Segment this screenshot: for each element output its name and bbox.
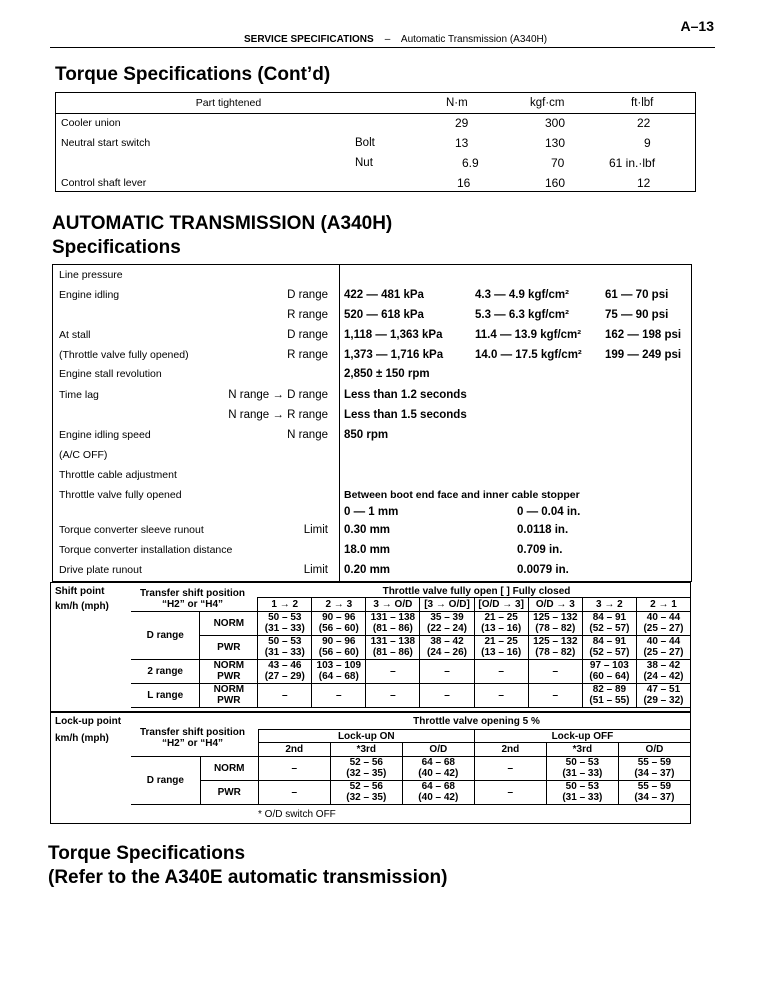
lockup-transfer-label: Transfer shift position [139, 727, 245, 738]
range-value: 40 – 44 [646, 636, 681, 647]
lockup-grid [131, 729, 691, 805]
spec-condition: R range [287, 349, 328, 361]
spec-value-secondary: 0.0118 in. [517, 524, 569, 536]
lockup-col-header: O/D [402, 743, 474, 757]
shift-value [582, 659, 636, 683]
range-value: – [444, 665, 450, 677]
shift-col-header: 2 → 3 [312, 598, 366, 612]
shift-value [366, 659, 420, 683]
shift-value [582, 635, 636, 659]
spec-label: Engine stall revolution [59, 368, 162, 380]
range-value-mph: (25 – 27) [643, 623, 684, 634]
range-value: 50 – 53 [268, 612, 302, 623]
lockup-value [618, 756, 690, 780]
range-value-mph: (64 – 68) [318, 671, 359, 682]
mode-label [200, 659, 258, 683]
shift-value [312, 635, 366, 659]
shift-col-header: [3 → O/D] [420, 598, 474, 612]
spec-value-secondary: 0.709 in. [517, 544, 563, 556]
spec-value-primary: 422 — 481 kPa [344, 289, 424, 301]
torque-header-rule [56, 113, 695, 114]
shift-value [528, 611, 582, 635]
torque-nm: 29 [455, 116, 469, 130]
torque-nm: 6.9 [462, 156, 479, 170]
spec-value-tertiary: 61 — 70 psi [605, 289, 669, 301]
range-value: – [390, 689, 396, 701]
shift-value [312, 683, 366, 707]
lockup-value [330, 756, 402, 780]
torque-ref-title [48, 842, 447, 890]
spec-value-primary: 1,373 — 1,716 kPa [344, 349, 444, 361]
lockup-col-header: *3rd [546, 743, 618, 757]
mode-label [200, 683, 258, 707]
range-label: L range [131, 683, 200, 707]
torque-kgfcm: 70 [551, 156, 565, 170]
range-value-mph: (13 – 16) [481, 647, 522, 658]
section-name: SERVICE SPECIFICATIONS [244, 34, 374, 45]
running-header [244, 34, 547, 45]
shift-value [582, 683, 636, 707]
torque-cont-title: Torque Specifications (Cont’d) [55, 64, 331, 85]
range-value-mph: (52 – 57) [589, 623, 630, 634]
range-value: – [291, 786, 298, 798]
lockup-col-header: 2nd [258, 743, 330, 757]
mode-label: PWR [200, 780, 258, 804]
range-value: – [444, 689, 450, 701]
range-value-mph: (81 – 86) [372, 647, 413, 658]
spec-label: (A/C OFF) [59, 449, 108, 461]
range-value-mph: (22 – 24) [426, 623, 468, 634]
range-value: 38 – 42 [646, 660, 681, 671]
shift-value [312, 659, 366, 683]
shift-throttle-head: Throttle valve fully open [ ] Fully closed [382, 586, 571, 597]
spec-value-secondary: 4.3 — 4.9 kgf/cm² [475, 289, 569, 301]
range-value-mph: (34 – 37) [634, 768, 675, 779]
shift-value [636, 635, 690, 659]
shift-value [366, 683, 420, 707]
spec-condition: Limit [303, 524, 328, 536]
spec-value-primary: 850 rpm [344, 429, 389, 441]
section-subtitle: Automatic Transmission (A340H) [400, 34, 548, 45]
range-value: 131 – 138 [370, 612, 416, 623]
range-value-mph: (32 – 35) [346, 792, 387, 803]
spec-condition: N range [287, 429, 328, 441]
spec-condition: N range → R range [228, 409, 328, 421]
spec-label: Drive plate runout [59, 564, 142, 576]
range-label: D range [131, 756, 200, 804]
spec-label: At stall [59, 329, 91, 341]
range-value: 40 – 44 [646, 612, 681, 623]
shift-value [528, 635, 582, 659]
spec-label: Throttle cable adjustment [59, 469, 177, 481]
spec-label: Line pressure [59, 269, 123, 281]
range-value-mph: (52 – 57) [589, 647, 630, 658]
lockup-value [258, 756, 330, 780]
range-value: 21 – 25 [484, 636, 518, 647]
blank-cell [131, 598, 200, 612]
torque-ftlbf: 61 in.·lbf [609, 156, 656, 170]
mode-norm: NORM [213, 684, 245, 695]
spec-condition: D range [287, 289, 328, 301]
lockup-value [402, 756, 474, 780]
spec-label: Throttle valve fully opened [59, 489, 182, 501]
shift-value [258, 683, 312, 707]
spec-value-primary: 0.20 mm [344, 564, 391, 576]
range-value: 50 – 53 [565, 757, 600, 768]
mode-label: NORM [200, 611, 258, 635]
torque-sub: Nut [355, 157, 373, 169]
shift-value [474, 683, 528, 707]
range-value-mph: (51 – 55) [589, 695, 630, 706]
range-value: 97 – 103 [589, 660, 629, 671]
col-nm: N·m [446, 97, 468, 109]
shift-col-header: 1 → 2 [258, 598, 312, 612]
range-value: 90 – 96 [322, 612, 356, 623]
torque-cont-table [55, 92, 696, 192]
lockup-value [258, 780, 330, 804]
blank-cell [200, 743, 258, 757]
range-value: 82 – 89 [592, 684, 627, 695]
mode-pwr: PWR [217, 695, 241, 706]
range-value: – [498, 689, 504, 701]
range-value: – [552, 689, 559, 701]
col-part-tightened: Part tightened [195, 97, 262, 109]
spec-value-primary: 1,118 — 1,363 kPa [344, 329, 443, 341]
spec-value-secondary: 0 — 0.04 in. [517, 506, 581, 518]
torque-kgfcm: 130 [545, 136, 566, 150]
range-value: 131 – 138 [370, 636, 416, 647]
shift-value [636, 659, 690, 683]
mode-label: NORM [200, 756, 258, 780]
torque-ftlbf: 9 [644, 136, 651, 150]
mode-label: PWR [200, 635, 258, 659]
range-value-mph: (31 – 33) [562, 792, 603, 803]
range-value-mph: (34 – 37) [634, 792, 675, 803]
range-value: 55 – 59 [637, 757, 672, 768]
spec-label: Engine idling [59, 289, 120, 301]
spec-value-primary: 0 — 1 mm [344, 506, 399, 518]
range-value: – [291, 762, 298, 774]
blank-cell [200, 598, 258, 612]
page-number: A–13 [680, 18, 714, 34]
spec-value-tertiary: 199 — 249 psi [605, 349, 682, 361]
spec-value-secondary: 14.0 — 17.5 kgf/cm² [475, 349, 582, 361]
spec-label: Torque converter sleeve runout [59, 524, 204, 536]
spec-label: Torque converter installation distance [59, 544, 233, 556]
spec-value-primary: Between boot end face and inner cable stopper [344, 489, 580, 501]
spec-value-secondary: 11.4 — 13.9 kgf/cm² [475, 329, 582, 341]
shift-point-unit: km/h (mph) [55, 601, 109, 612]
specs-title-line2: Specifications [52, 237, 181, 258]
lockup-throttle-head: Throttle valve opening 5 % [413, 716, 540, 727]
spec-condition: N range → D range [228, 389, 328, 401]
torque-kgfcm: 160 [545, 176, 566, 190]
spec-value-secondary: 5.3 — 6.3 kgf/cm² [475, 309, 569, 321]
range-value: – [281, 689, 288, 701]
lockup-value [474, 756, 546, 780]
lockup-transfer-pos: “H2” or “H4” [161, 738, 224, 749]
range-value-mph: (31 – 33) [562, 768, 603, 779]
spec-value-primary: Less than 1.2 seconds [344, 389, 467, 401]
shift-col-header: 3 → 2 [582, 598, 636, 612]
range-value: 38 – 42 [430, 636, 464, 647]
range-value: 125 – 132 [533, 612, 578, 623]
shift-value [366, 611, 420, 635]
spec-value-primary: 2,850 ± 150 rpm [344, 368, 430, 380]
range-value: 84 – 91 [592, 612, 627, 623]
shift-value [474, 611, 528, 635]
torque-ftlbf: 22 [637, 116, 651, 130]
spec-value-primary: 520 — 618 kPa [344, 309, 424, 321]
range-value: – [507, 762, 514, 774]
lockup-value [546, 756, 618, 780]
lockup-col-header: O/D [618, 743, 690, 757]
range-value: – [507, 786, 514, 798]
shift-value [582, 611, 636, 635]
lockup-col-header: 2nd [474, 743, 546, 757]
range-value-mph: (25 – 27) [643, 647, 684, 658]
torque-part: Control shaft lever [61, 177, 147, 189]
shift-value [312, 611, 366, 635]
range-value: 43 – 46 [268, 660, 302, 671]
range-value: 21 – 25 [484, 612, 518, 623]
spec-condition: Limit [303, 564, 328, 576]
spec-value-primary: 0.30 mm [344, 524, 391, 536]
range-value: 125 – 132 [533, 636, 578, 647]
range-value-mph: (81 – 86) [372, 623, 413, 634]
range-value-mph: (31 – 33) [264, 647, 305, 658]
blank-cell [200, 730, 258, 743]
torque-nm: 16 [457, 176, 471, 190]
lockup-value [474, 780, 546, 804]
torque-ftlbf: 12 [637, 176, 651, 190]
range-value: 50 – 53 [268, 636, 302, 647]
shift-transfer-pos: “H2” or “H4” [161, 599, 224, 610]
lockup-value [618, 780, 690, 804]
lockup-off-header: Lock-up OFF [474, 730, 690, 743]
shift-value [636, 683, 690, 707]
col-ftlbf: ft·lbf [631, 97, 654, 109]
range-value-mph: (24 – 42) [643, 671, 684, 682]
shift-value [528, 683, 582, 707]
shift-point-label: Shift point [55, 586, 105, 597]
shift-value [420, 659, 474, 683]
mode-pwr: PWR [217, 671, 241, 682]
specs-title [52, 212, 392, 260]
range-value-mph: (24 – 26) [426, 647, 468, 658]
header-dash: – [384, 34, 391, 45]
spec-value-primary: 18.0 mm [344, 544, 391, 556]
header-rule [50, 47, 715, 48]
range-value: 84 – 91 [592, 636, 627, 647]
lockup-col-header: *3rd [330, 743, 402, 757]
torque-sub: Bolt [355, 137, 375, 149]
shift-col-header: O/D → 3 [528, 598, 582, 612]
lockup-value [330, 780, 402, 804]
range-label: 2 range [131, 659, 200, 683]
shift-value [636, 611, 690, 635]
shift-value [258, 659, 312, 683]
shift-col-header: 2 → 1 [636, 598, 690, 612]
spec-condition: R range [287, 309, 328, 321]
shift-col-header: 3 → O/D [366, 598, 420, 612]
shift-value [366, 635, 420, 659]
spec-value-tertiary: 162 — 198 psi [605, 329, 682, 341]
range-value-mph: (40 – 42) [418, 792, 459, 803]
range-value-mph: (56 – 60) [318, 647, 359, 658]
range-value-mph: (78 – 82) [535, 647, 576, 658]
range-value-mph: (78 – 82) [535, 623, 576, 634]
spec-label: Time lag [59, 389, 99, 401]
lockup-unit: km/h (mph) [55, 733, 109, 744]
range-value: 64 – 68 [421, 781, 455, 792]
shift-grid [131, 597, 691, 708]
spec-value-secondary: 0.0079 in. [517, 564, 569, 576]
range-value-mph: (31 – 33) [264, 623, 305, 634]
shift-value [528, 659, 582, 683]
range-value: 55 – 59 [637, 781, 672, 792]
lockup-footnote: * O/D switch OFF [258, 809, 336, 820]
range-value: 47 – 51 [646, 684, 681, 695]
range-value: – [552, 665, 559, 677]
spec-condition: D range [287, 329, 328, 341]
lockup-on-header: Lock-up ON [258, 730, 474, 743]
torque-ref-line2: (Refer to the A340E automatic transmission) [48, 867, 448, 888]
shift-value [258, 635, 312, 659]
range-value-mph: (13 – 16) [481, 623, 522, 634]
range-value: 90 – 96 [322, 636, 356, 647]
torque-nm: 13 [455, 136, 469, 150]
lockup-value [546, 780, 618, 804]
range-value: – [498, 665, 504, 677]
spec-label: (Throttle valve fully opened) [59, 349, 189, 361]
lockup-value [402, 780, 474, 804]
range-value: 35 – 39 [430, 612, 464, 623]
range-value-mph: (40 – 42) [418, 768, 459, 779]
blank-cell [131, 730, 200, 743]
spec-label: Engine idling speed [59, 429, 151, 441]
range-value: 52 – 56 [349, 781, 383, 792]
range-value: 64 – 68 [421, 757, 455, 768]
torque-kgfcm: 300 [545, 116, 566, 130]
spec-value-primary: Less than 1.5 seconds [344, 409, 467, 421]
shift-value [474, 635, 528, 659]
range-value: 103 – 109 [316, 660, 362, 671]
shift-value [420, 683, 474, 707]
specs-divider [339, 265, 340, 582]
mode-norm: NORM [213, 660, 245, 671]
range-value: – [390, 665, 396, 677]
range-value-mph: (32 – 35) [346, 768, 387, 779]
range-value-mph: (56 – 60) [318, 623, 359, 634]
lockup-label: Lock-up point [55, 716, 122, 727]
torque-ref-line1: Torque Specifications [48, 843, 246, 864]
col-kgfcm: kgf·cm [530, 97, 565, 109]
torque-part: Cooler union [61, 117, 121, 129]
shift-transfer-label: Transfer shift position [139, 588, 245, 599]
range-value: 50 – 53 [565, 781, 600, 792]
specs-title-line1: AUTOMATIC TRANSMISSION (A340H) [52, 213, 393, 234]
torque-part: Neutral start switch [61, 137, 151, 149]
range-value: – [336, 689, 342, 701]
range-value-mph: (29 – 32) [643, 695, 684, 706]
range-value-mph: (60 – 64) [589, 671, 630, 682]
range-value: 52 – 56 [349, 757, 383, 768]
blank-cell [131, 743, 200, 757]
shift-value [474, 659, 528, 683]
spec-value-tertiary: 75 — 90 psi [605, 309, 669, 321]
range-value-mph: (27 – 29) [264, 671, 305, 682]
shift-value [258, 611, 312, 635]
range-label: D range [131, 611, 200, 659]
shift-value [420, 611, 474, 635]
shift-value [420, 635, 474, 659]
shift-col-header: [O/D → 3] [474, 598, 528, 612]
